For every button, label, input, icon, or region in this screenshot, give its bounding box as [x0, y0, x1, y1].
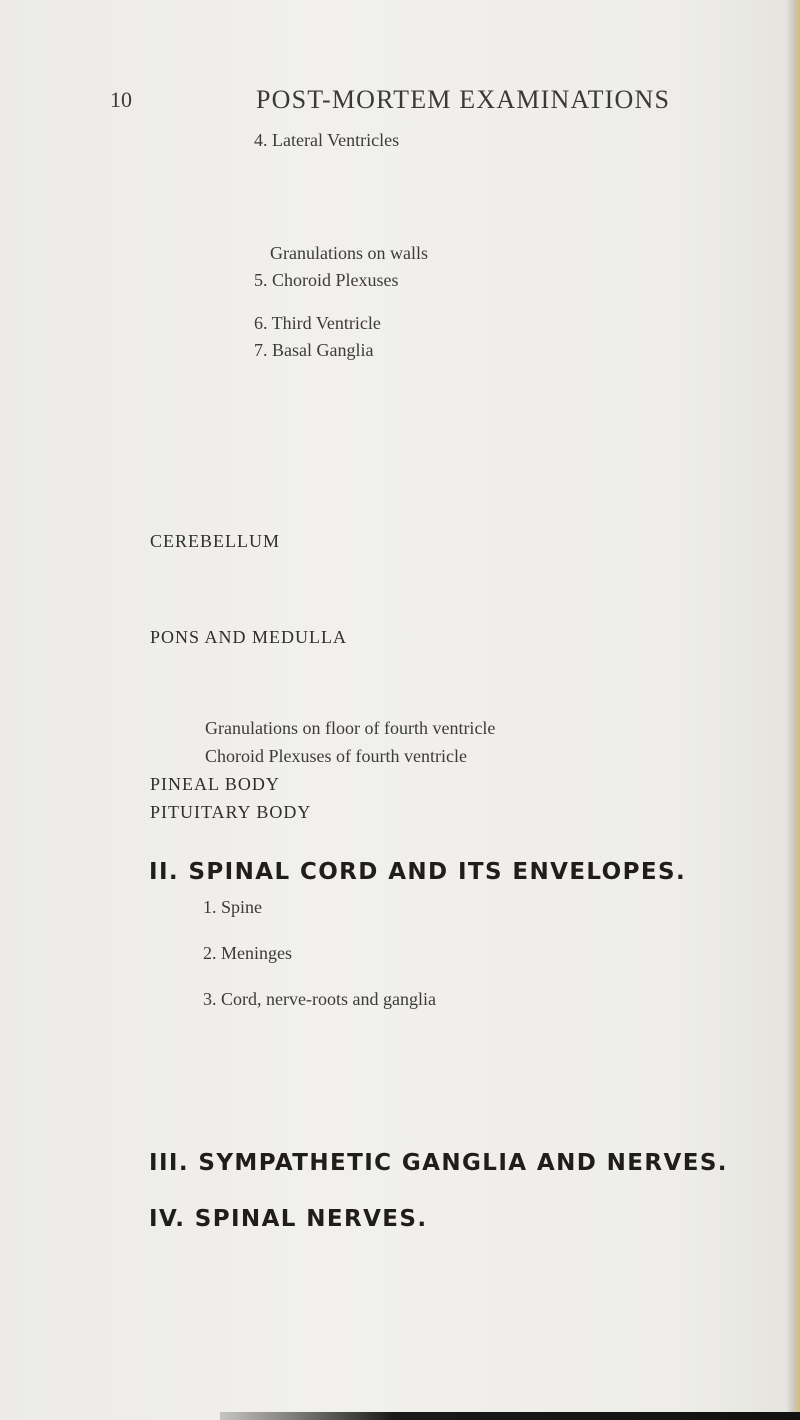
page-edge-shadow — [786, 0, 800, 1420]
item-choroid-plexuses: 5. Choroid Plexuses — [254, 270, 399, 290]
section-pons-and-medulla: PONS AND MEDULLA — [150, 627, 348, 647]
item-lateral-ventricles: 4. Lateral Ventricles — [254, 130, 400, 150]
page-number: 10 — [110, 87, 132, 112]
heading-spinal-nerves: IV. SPINAL NERVES. — [149, 1206, 428, 1232]
running-head: POST-MORTEM EXAMINATIONS — [256, 85, 671, 114]
section-pineal-body: PINEAL BODY — [150, 774, 280, 794]
heading-spinal-cord: II. SPINAL CORD AND ITS ENVELOPES. — [149, 859, 687, 885]
item-third-ventricle: 6. Third Ventricle — [254, 313, 381, 333]
item-granulations-on-walls: Granulations on walls — [270, 243, 428, 263]
page-bottom-shadow — [220, 1412, 800, 1420]
item-cord-nerve-roots: 3. Cord, nerve-roots and ganglia — [203, 989, 436, 1009]
item-choroid-fourth-ventricle: Choroid Plexuses of fourth ventricle — [205, 746, 467, 766]
heading-sympathetic-ganglia: III. SYMPATHETIC GANGLIA AND NERVES. — [149, 1150, 728, 1176]
item-granulations-fourth-ventricle: Granulations on floor of fourth ventricle — [205, 718, 496, 738]
section-cerebellum: CEREBELLUM — [150, 531, 280, 551]
item-meninges: 2. Meninges — [203, 943, 292, 963]
item-basal-ganglia: 7. Basal Ganglia — [254, 340, 374, 360]
item-spine: 1. Spine — [203, 897, 263, 917]
section-pituitary-body: PITUITARY BODY — [150, 802, 312, 822]
